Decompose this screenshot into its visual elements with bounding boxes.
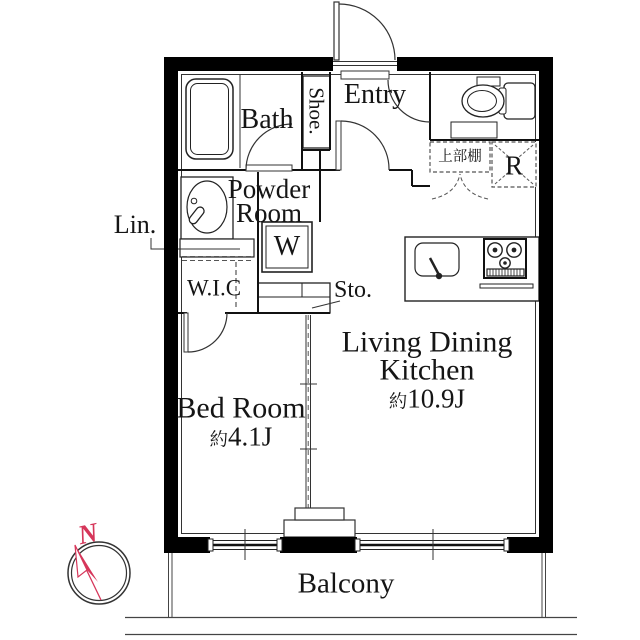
entry-ldk-door	[336, 121, 389, 170]
ground-lines	[125, 618, 577, 635]
storage-box	[258, 283, 330, 313]
room-label-upper-shelf: 上部棚	[438, 148, 482, 165]
room-label-wic: W.I.C	[186, 275, 242, 301]
room-label-bath: Bath	[240, 104, 294, 135]
room-label-linen: Lin.	[113, 210, 157, 239]
compass-icon	[68, 542, 130, 604]
room-label-storage: Sto.	[333, 277, 373, 303]
room-label-ldk	[341, 325, 513, 416]
bedroom-door	[184, 313, 227, 352]
bedroom-size: 約4.1J	[209, 421, 273, 452]
room-label-bedroom	[176, 391, 306, 454]
entrance-door	[333, 2, 397, 79]
powder-room-line1: Powder	[227, 174, 311, 204]
compass-north-label: N	[75, 516, 101, 551]
powder-sink	[181, 177, 233, 239]
powder-room-line2: Room	[235, 198, 302, 228]
ldk-line1: Living Dining	[341, 325, 513, 359]
bathtub	[186, 74, 240, 168]
room-label-washer: W	[273, 231, 301, 262]
ldk-line2: Kitchen	[379, 353, 475, 387]
toilet	[451, 77, 535, 138]
bedroom-line1: Bed Room	[176, 391, 306, 425]
room-label-powder-room	[227, 174, 311, 228]
ldk-size: 約10.9J	[388, 383, 466, 414]
room-label-shoe: Shoe.	[304, 87, 329, 135]
room-label-balcony: Balcony	[297, 567, 395, 600]
room-label-refrigerator: R	[504, 150, 524, 181]
room-label-entry: Entry	[343, 79, 407, 110]
linen-closet	[180, 239, 254, 261]
kitchen-sink	[415, 243, 459, 279]
